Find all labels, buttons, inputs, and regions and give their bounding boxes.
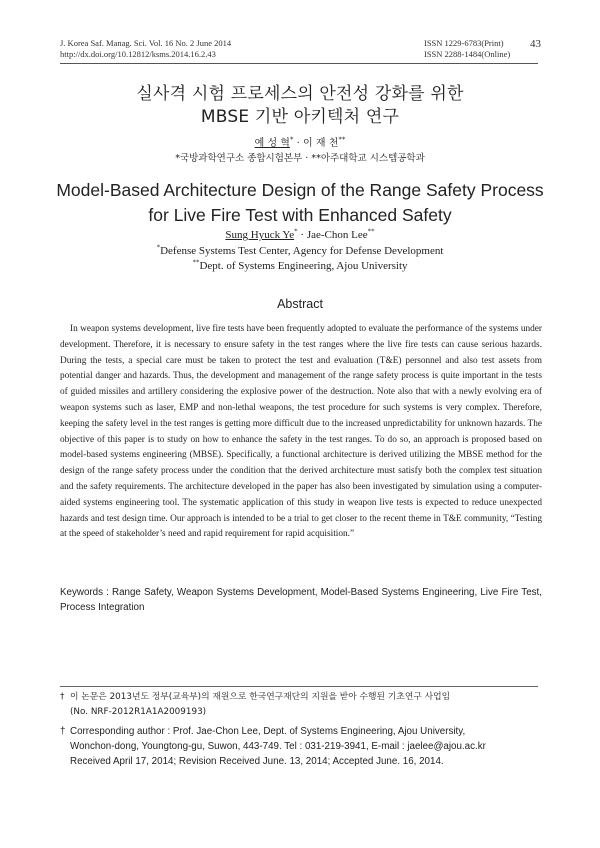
footnote-mark: †: [60, 726, 66, 737]
author-separator: ·: [293, 138, 304, 149]
author-mark: **: [338, 135, 346, 144]
affiliation-text: Defense Systems Test Center, Agency for Defense Development: [160, 245, 444, 257]
footnote-text: (No. NRF-2012R1A1A2009193): [70, 707, 207, 717]
english-title-line: for Live Fire Test with Enhanced Safety: [148, 205, 452, 225]
author-separator: ·: [297, 229, 307, 241]
issn-online: ISSN 2288-1484(Online): [424, 49, 511, 59]
footnote-rule: [60, 686, 538, 687]
footnote-text: Corresponding author : Prof. Jae-Chon Lee, Dept. of Systems Engineering, Ajou University,: [70, 726, 466, 737]
affiliation-mark: **: [192, 258, 200, 267]
korean-title-line: MBSE 기반 아키텍처 연구: [200, 107, 400, 127]
english-author: Jae-Chon Lee: [306, 229, 368, 241]
affiliation-text: Dept. of Systems Engineering, Ajou University: [199, 260, 408, 272]
korean-author: 이 재 천: [303, 138, 339, 149]
header-rule: [60, 63, 538, 64]
abstract-body: In weapon systems development, live fire tests have been frequently adopted to evaluate the performance of the systems under development. Therefore, it is necessary to ensure safety in the test ranges where the live fire tests can cause serious hazards. During the tests, a special care must be taken to protect the test and evaluation (T&E) personnel and also test assets from potential danger and hazards. Thus, the development and management of the range safety process is quite important in the tests of guided missiles and artillery considering the explosive power of the destruction. Note also that with a newly evolving era of weapon systems such as laser, EMP and non-lethal weapons, the test procedure for such systems is very complex. Therefore, keeping the safety level in the test ranges is getting more difficult due to the increased unpredictability for unknown hazards. The objective of this paper is to study on how to enhance the safety in the test ranges. To do so, an approach is proposed based on model-based systems engineering (MBSE). Specifically, a functional architecture is derived utilizing the MBSE method for the design of the range safety process under the condition that the derived architecture must satisfy both the complex test situation and the safety requirements. The architecture developed in the paper has also been investigated by simulation using a computer-aided systems engineering tool. The systematic application of this study in weapon live tests is expected to reduce unexpected hazards and test design time. Our approach is intended to be a trial to get closer to the recent theme in T&E community, “Testing at the speed of stakeholder’s need and rapid requirement for rapid acquisition.”: [60, 324, 542, 540]
author-mark: *: [289, 135, 294, 144]
footnote-dates: Received April 17, 2014; Revision Received June. 13, 2014; Accepted June. 16, 2014.: [70, 756, 444, 767]
english-title: [40, 178, 560, 228]
english-title-line: Model-Based Architecture Design of the Range Safety Process: [56, 180, 544, 200]
affiliation-line: [40, 259, 560, 274]
journal-line: J. Korea Saf. Manag. Sci. Vol. 16 No. 2 June 2014: [60, 38, 232, 48]
affiliation-line: [40, 244, 560, 259]
page-number: 43: [530, 38, 541, 50]
author-mark: **: [367, 227, 375, 236]
issn-block: [424, 38, 510, 60]
affiliation-mark: *: [156, 243, 161, 252]
funding-footnote: [60, 690, 542, 720]
author-mark: *: [294, 227, 298, 236]
english-author: Sung Hyuck Ye: [225, 229, 295, 241]
abstract-heading: Abstract: [277, 297, 323, 311]
korean-authors: [40, 134, 560, 149]
korean-title: [40, 83, 560, 129]
footnote-mark: †: [60, 692, 65, 702]
keywords: Keywords : Range Safety, Weapon Systems Development, Model-Based Systems Engineering, Live Fire Test, Process Integration: [60, 587, 542, 613]
korean-title-line: 실사격 시험 프로세스의 안전성 강화를 위한: [136, 84, 464, 104]
issn-print: ISSN 1229-6783(Print): [424, 38, 504, 48]
english-authors: [40, 229, 560, 241]
corresponding-author-footnote: [60, 724, 542, 769]
footnote-text: 이 논문은 2013년도 정부(교육부)의 재원으로 한국연구재단의 지원을 받아 수행된 기초연구 사업임: [70, 692, 451, 702]
korean-author: 예 성 혁: [254, 138, 290, 149]
english-affiliations: [40, 244, 560, 274]
journal-citation: [60, 38, 231, 60]
doi-link[interactable]: http://dx.doi.org/10.12812/ksms.2014.16.2.43: [60, 49, 216, 59]
footnote-address: Wonchon-dong, Youngtong-gu, Suwon, 443-749. Tel : 031-219-3941, E-mail : jaelee@ajou.ac.kr: [70, 741, 486, 752]
korean-affiliation: *국방과학연구소 종합시험본부 · **아주대학교 시스템공학과: [175, 153, 425, 164]
